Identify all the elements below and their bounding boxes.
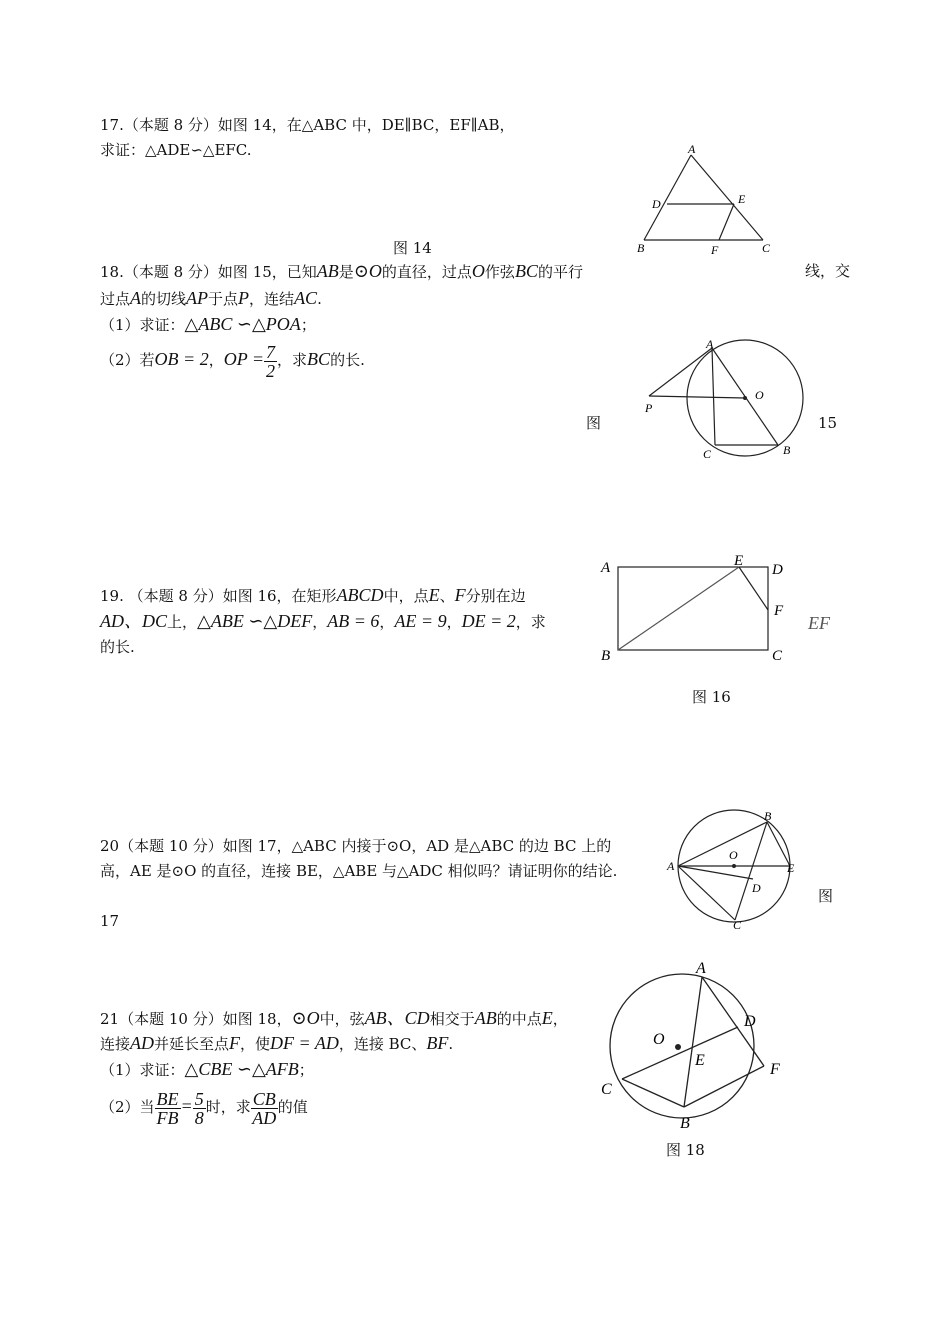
fig14-label-a: A: [688, 142, 696, 156]
p19-math-e: E: [428, 585, 440, 605]
p21-frac-num: BE: [156, 1088, 179, 1109]
fig17-label-b: B: [764, 809, 772, 823]
p18-line1-end: 线，交: [805, 262, 851, 280]
p21-math-equals: =: [180, 1096, 193, 1116]
p21-text: 中，弦: [319, 1010, 365, 1028]
p18-text: 的直径，过点: [381, 263, 472, 281]
p19-line1: [100, 585, 526, 606]
p21-math-circle: ⊙O: [291, 1008, 320, 1028]
p21-text: 连接: [100, 1035, 131, 1053]
fig14-label-e: E: [738, 192, 746, 206]
fig16-label-b: B: [601, 648, 611, 664]
p17-line2: 求证：△ADE∽△EFC.: [100, 141, 252, 159]
p21-math-e: E: [541, 1008, 553, 1028]
p18-text: （2）若: [100, 351, 155, 369]
p19-text: 上，: [167, 613, 198, 631]
p18-math-bc: BC: [307, 349, 331, 369]
p19-text: ，: [379, 613, 395, 631]
fig18-label-o: O: [653, 1031, 665, 1048]
p21-text: 并延长至点: [154, 1035, 230, 1053]
p21-frac-den: AD: [252, 1107, 277, 1128]
p21-question1: [100, 1059, 314, 1080]
p19-text: ，: [312, 613, 328, 631]
fig17-label-c: C: [733, 918, 742, 930]
fig17-label-e: E: [787, 861, 795, 875]
p18-line2: [100, 288, 322, 309]
p21-frac-den: FB: [156, 1107, 179, 1128]
fig16-label-e: E: [734, 553, 744, 569]
fig15-label-c: C: [703, 447, 712, 461]
p19-text: 中，点: [383, 587, 429, 605]
p18-text: 是: [338, 263, 354, 281]
p21-fraction-be-fb: [155, 1090, 181, 1127]
p19-text: 、: [439, 587, 455, 605]
p18-math-bc: BC: [514, 261, 538, 281]
fig18-label-f: F: [770, 1061, 780, 1078]
fig18-label-a: A: [696, 960, 706, 977]
p18-frac-den: 2: [266, 360, 276, 381]
fig16-label-a: A: [601, 560, 611, 576]
p19-line2: [100, 611, 546, 632]
p18-text: 18.（本题 8 分）如图 15，已知: [100, 263, 317, 281]
p21-math-ab-cd: AB、CD: [364, 1008, 430, 1028]
p18-text: 的切线: [141, 290, 187, 308]
fig16-caption: 图 16: [692, 688, 731, 706]
p18-text: 过点: [100, 290, 131, 308]
p19-math-ab: AB = 6: [327, 611, 380, 631]
p18-text: 的长.: [330, 351, 365, 369]
p18-math-ab: AB: [316, 261, 339, 281]
p21-text: 的中点: [496, 1010, 542, 1028]
p18-text: 的平行: [537, 263, 583, 281]
fig18-caption: 图 18: [666, 1141, 705, 1159]
p19-line3: 的长.: [100, 638, 135, 656]
p18-math-similar: △ABC ∽△POA: [184, 314, 301, 334]
p19-math-de: DE = 2: [461, 611, 516, 631]
p19-math-ef: EF: [808, 613, 830, 633]
fig17-caption-left: 图: [818, 887, 834, 905]
p18-line1: [100, 261, 583, 282]
p21-math-ab: AB: [474, 1008, 497, 1028]
p18-math-circle: ⊙O: [353, 261, 382, 281]
p18-text: 于点: [208, 290, 239, 308]
fig15-label-a: A: [706, 337, 714, 351]
figure-17: [662, 806, 812, 930]
p18-math-o: O: [471, 261, 485, 281]
p18-text: ，: [208, 351, 224, 369]
fig16-label-d: D: [772, 562, 783, 578]
p20-line1: 20（本题 10 分）如图 17，△ABC 内接于⊙O，AD 是△ABC 的边 BC 上的: [100, 837, 612, 855]
p21-frac-den: 8: [194, 1107, 204, 1128]
p21-text: ，使: [240, 1035, 271, 1053]
fig15-label-o: O: [755, 388, 764, 402]
p18-question1: [100, 314, 316, 335]
p19-math-f: F: [454, 585, 466, 605]
fig18-label-c: C: [601, 1081, 612, 1098]
p18-fraction: [264, 343, 277, 380]
fig14-label-d: D: [652, 197, 661, 211]
fig18-label-e: E: [695, 1052, 705, 1069]
p19-math-ae: AE = 9: [394, 611, 447, 631]
p21-text: 的值: [277, 1098, 308, 1116]
p18-question2: [100, 340, 365, 380]
p21-text: （1）求证：: [100, 1061, 185, 1079]
fig17-label-a: A: [667, 859, 675, 873]
p21-math-df-ad: DF = AD: [270, 1033, 339, 1053]
fig15-caption-left: 图: [586, 414, 602, 432]
p21-question2: [100, 1087, 308, 1127]
p21-frac-num: 5: [194, 1088, 204, 1109]
p21-text: .: [448, 1035, 454, 1053]
p18-text: ，求: [277, 351, 308, 369]
p21-math-similar: △CBE ∽△AFB: [184, 1059, 299, 1079]
fig17-label-o: O: [729, 848, 738, 862]
p21-math-f: F: [229, 1033, 241, 1053]
fig15-label-b: B: [783, 443, 791, 457]
p21-text: 21（本题 10 分）如图 18，: [100, 1010, 292, 1028]
figure-15: [640, 336, 810, 464]
fig14-label-b: B: [637, 241, 645, 255]
p21-text: ，连接 BC、: [338, 1035, 427, 1053]
p21-math-bf: BF: [426, 1033, 449, 1053]
p21-fraction-cb-ad: [251, 1090, 278, 1127]
figure-18: [596, 956, 792, 1136]
p21-fraction-5-8: [193, 1090, 206, 1127]
p18-math-ac: AC: [294, 288, 318, 308]
p18-text: .: [317, 290, 322, 308]
fig15-caption-right: 15: [818, 414, 838, 432]
fig18-label-b: B: [680, 1115, 690, 1132]
p19-text: ，求: [515, 613, 546, 631]
p18-text: 作弦: [484, 263, 515, 281]
p19-math-similar: △ABE ∽△DEF: [197, 611, 313, 631]
p18-math-op: OP =: [223, 349, 265, 369]
p21-frac-num: CB: [252, 1088, 276, 1109]
p20-line2: 高，AE 是⊙O 的直径，连接 BE，△ABE 与△ADC 相似吗？请证明你的结论.: [100, 862, 618, 880]
p21-text: ；: [298, 1061, 314, 1079]
fig14-label-c: C: [762, 241, 771, 255]
p18-text: ；: [300, 316, 316, 334]
fig14-label-f: F: [711, 243, 719, 257]
p17-line1: 17.（本题 8 分）如图 14，在△ABC 中，DE∥BC，EF∥AB，: [100, 116, 515, 134]
p21-text: 时，求: [205, 1098, 251, 1116]
p19-text: 分别在边: [465, 587, 526, 605]
fig17-caption-number: 17: [100, 912, 120, 930]
p18-math-p: P: [238, 288, 250, 308]
p19-text: 19. （本题 8 分）如图 16，在矩形: [100, 587, 337, 605]
fig18-label-d: D: [744, 1013, 756, 1030]
p21-text: 相交于: [429, 1010, 475, 1028]
p18-math-a: A: [130, 288, 142, 308]
p18-text: ，连结: [249, 290, 295, 308]
p21-math-ad: AD: [130, 1033, 155, 1053]
fig14-caption: 图 14: [393, 239, 432, 257]
p19-math-abcd: ABCD: [336, 585, 384, 605]
p19-math-ad-dc: AD、DC: [100, 611, 167, 631]
p18-frac-num: 7: [266, 341, 276, 362]
p21-line1: [100, 1008, 568, 1029]
p18-math-ob: OB = 2: [154, 349, 209, 369]
fig17-label-d: D: [752, 881, 761, 895]
fig15-label-p: P: [645, 401, 653, 415]
p21-text: ，: [552, 1010, 568, 1028]
fig16-label-f: F: [774, 603, 784, 619]
p21-line2: [100, 1033, 453, 1054]
p18-text: （1）求证：: [100, 316, 185, 334]
p19-text: ，: [446, 613, 462, 631]
figure-14: [628, 140, 788, 260]
p21-text: （2）当: [100, 1098, 155, 1116]
fig16-label-c: C: [772, 648, 783, 664]
figure-16: [596, 552, 796, 670]
p18-math-ap: AP: [186, 288, 209, 308]
